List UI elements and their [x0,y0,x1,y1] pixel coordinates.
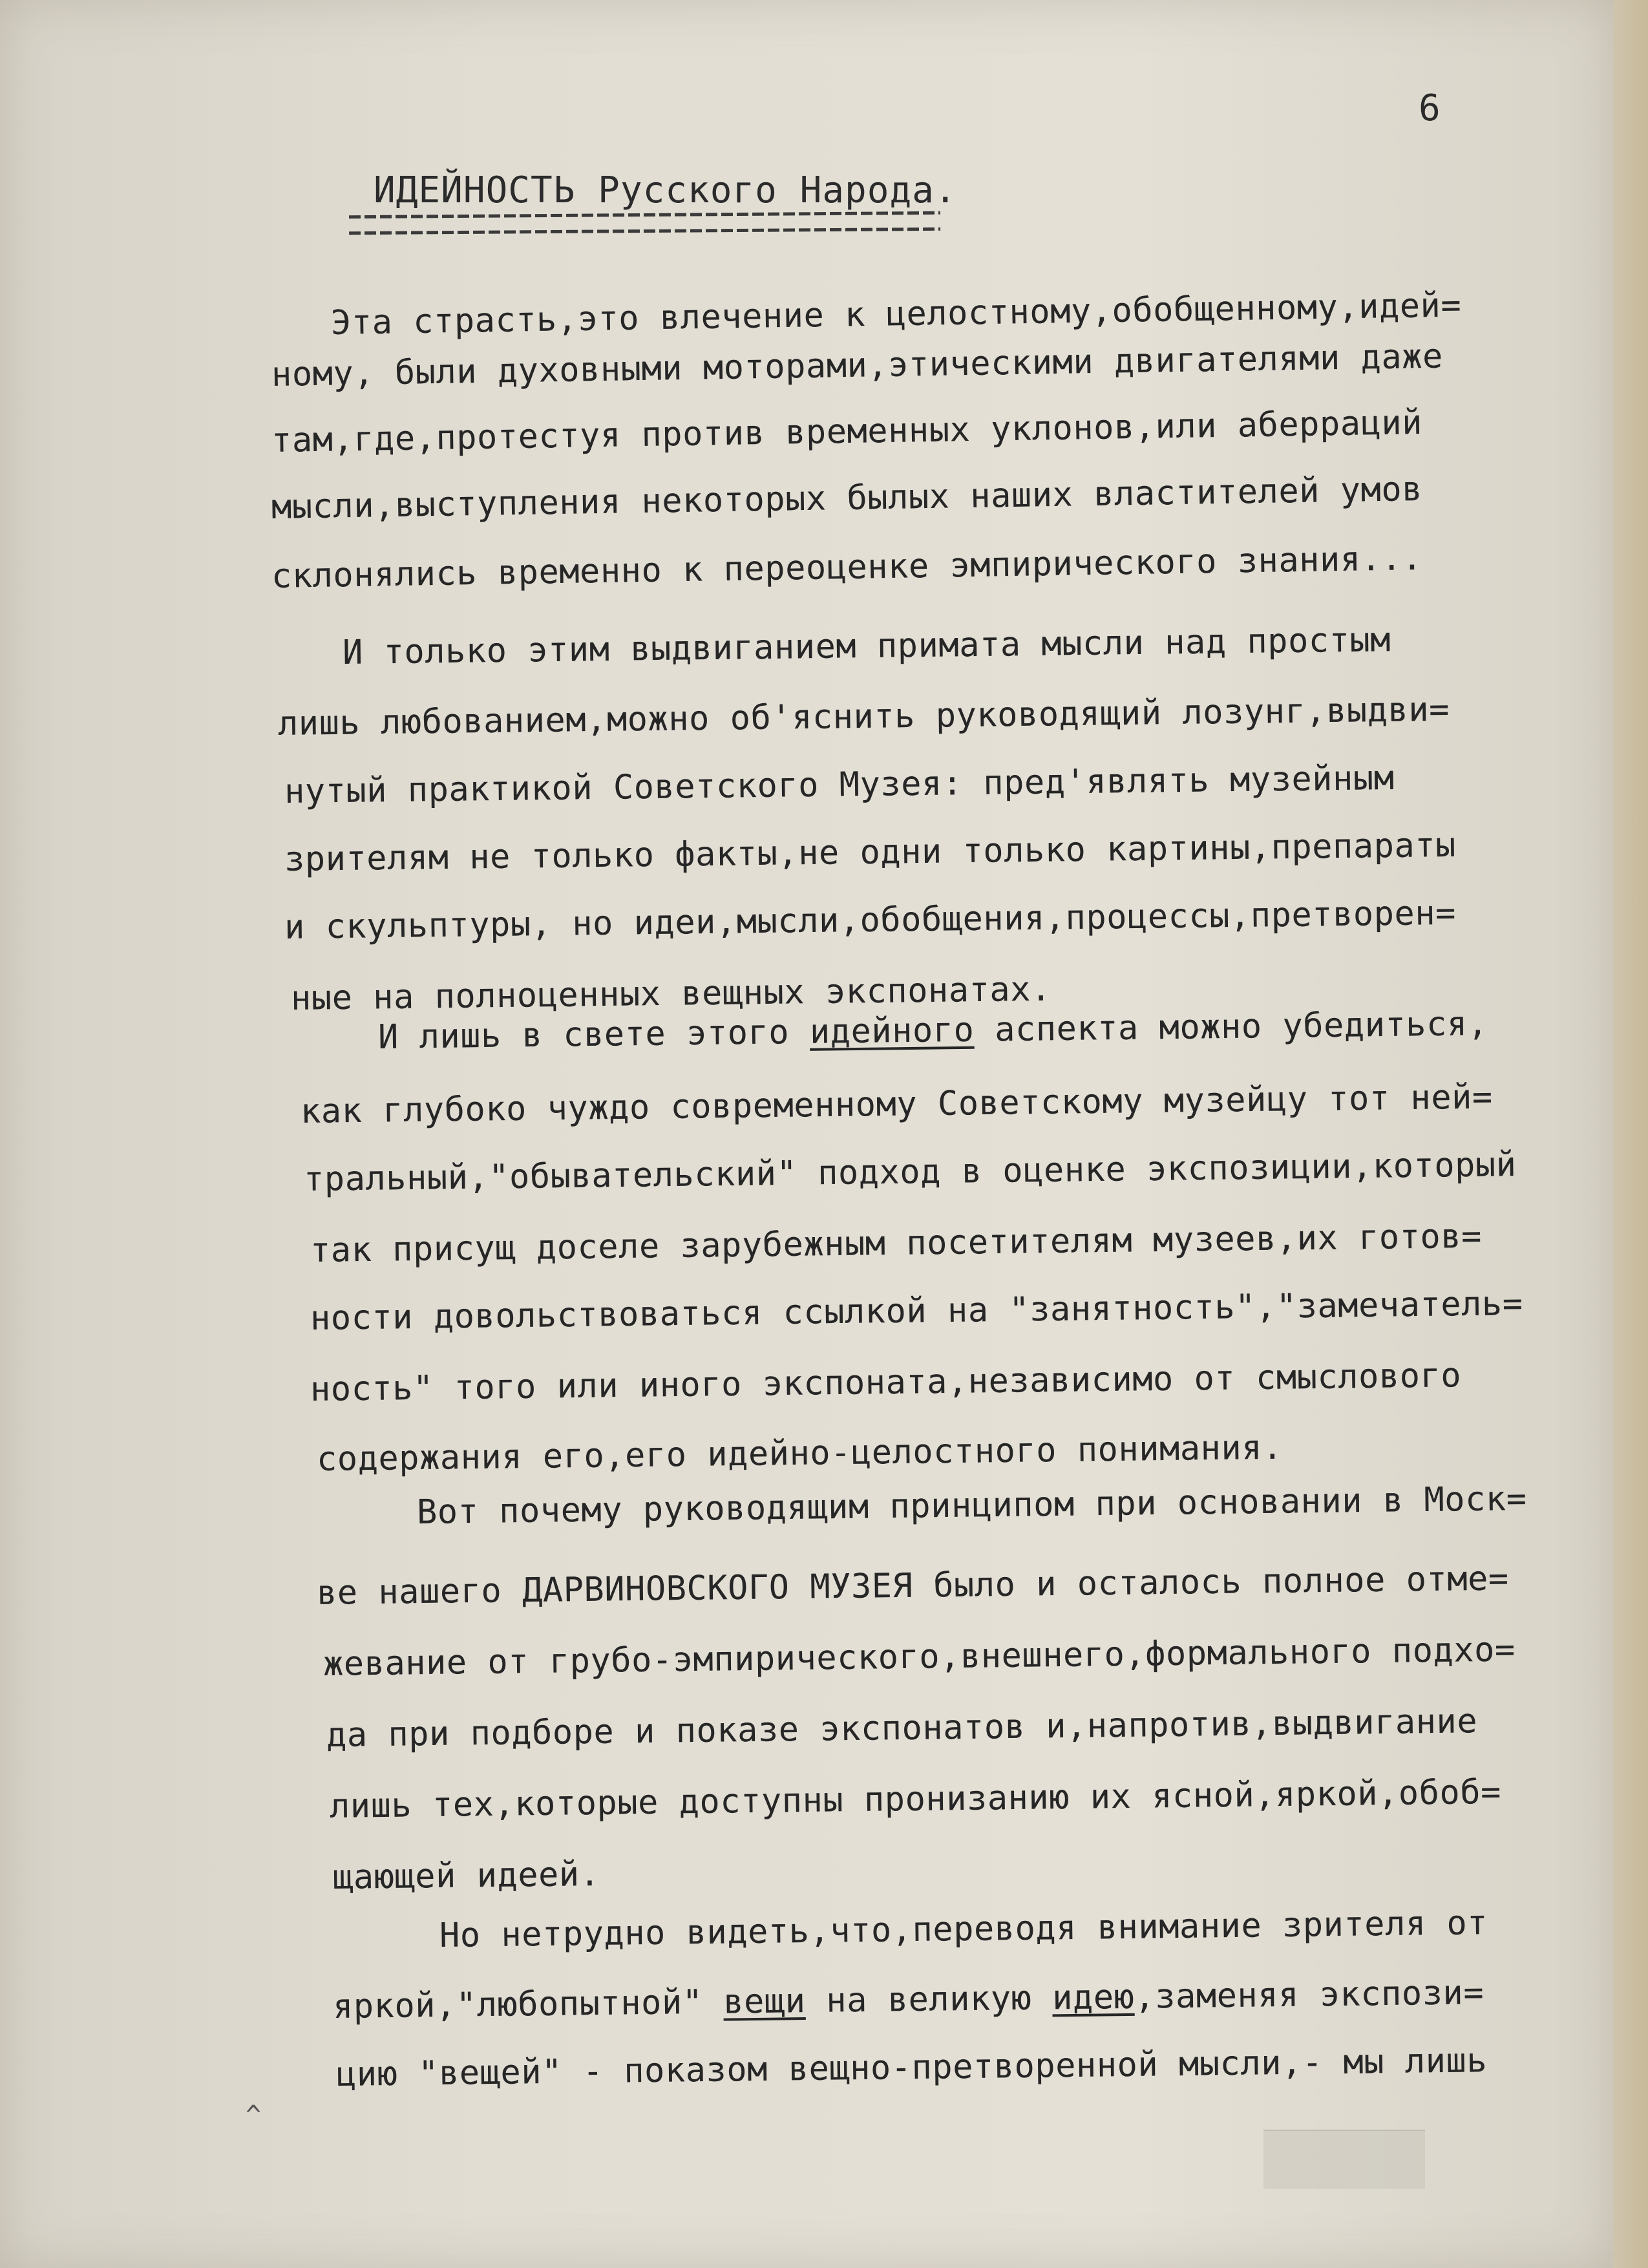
text-line: нутый практикой Советского Музея: пред'являть музейным [284,759,1395,811]
text-line: цию "вещей" - показом вещно-претворенной мысли,- мы лишь [335,2041,1488,2094]
text-line: как глубоко чуждо современному Советскому музейцу тот ней= [300,1077,1494,1131]
text-line: жевание от грубо-эмпирического,внешнего,формального подхо= [322,1630,1516,1684]
text-segment: ,заменяя экспози= [1134,1973,1484,2017]
text-line: ность" того или иного экспоната,независимо от смыслового [310,1356,1462,1409]
text-line: ному, были духовными моторами,этическими двигателями даже [271,337,1444,394]
title-double-underline [349,211,940,235]
text-segment: И лишь в свете этого [377,1012,810,1057]
text-line: щающей идеей. [332,1854,600,1897]
text-line: лишь тех,которые доступны пронизанию их ясной,яркой,обоб= [329,1772,1502,1826]
page-number: 6 [1419,87,1441,129]
text-line: там,где,протестуя против временных уклонов,или аберраций [271,403,1423,460]
text-line: Но нетрудно видеть,что,переводя внимание зрителя от [439,1903,1488,1955]
text-segment: аспекта можно убедиться, [973,1004,1488,1050]
text-line: и скульптуры, но идеи,мысли,обобщения,процессы,претворен= [284,893,1457,947]
text-line: зрителям не только факты,не одни только картины,препараты [284,825,1457,879]
faded-stamp [1263,2130,1425,2189]
text-line: содержания его,его идейно-целостного понимания. [316,1428,1284,1479]
underlined-word: идею [1051,1977,1135,2018]
text-line: склонялись временно к переоценке эмпирического знания... [271,539,1423,596]
text-line: да при подборе и показе экспонатов и,напротив,выдвигание [326,1702,1478,1755]
underlined-word: идейного [809,1010,975,1052]
text-line: Вот почему руководящим принципом при основании в Моск= [416,1479,1527,1532]
text-line: лишь любованием,можно об'яснить руководящий лозунг,выдви= [277,690,1450,743]
text-line: тральный,"обывательский" подход в оценке экспозиции,который [303,1145,1517,1199]
paper-edge [1613,0,1648,2268]
margin-mark: ^ [246,2101,262,2130]
text-segment: на великую [805,1978,1053,2021]
text-line: ные на полноценных вещных экспонатах. [290,970,1052,1018]
underlined-word: вещи [723,1982,806,2022]
text-line: Эта страсть,это влечение к целостному,обобщенному,идей= [330,286,1462,343]
text-line: И только этим выдвиганием примата мысли над простым [342,620,1391,672]
text-segment: яркой,"любопытной" [332,1982,724,2026]
text-line: ности довольствоваться ссылкой на "занятность","замечатель= [310,1284,1523,1338]
text-line: так присущ доселе зарубежным посетителям музеев,их готов= [310,1216,1483,1270]
document-title: ИДЕЙНОСТЬ Русского Народа. [374,169,957,211]
text-line: ве нашего ДАРВИНОВСКОГО МУЗЕЯ было и осталось полное отме= [316,1559,1510,1613]
text-line: мысли,выступления некоторых былых наших властителей умов [271,470,1423,527]
